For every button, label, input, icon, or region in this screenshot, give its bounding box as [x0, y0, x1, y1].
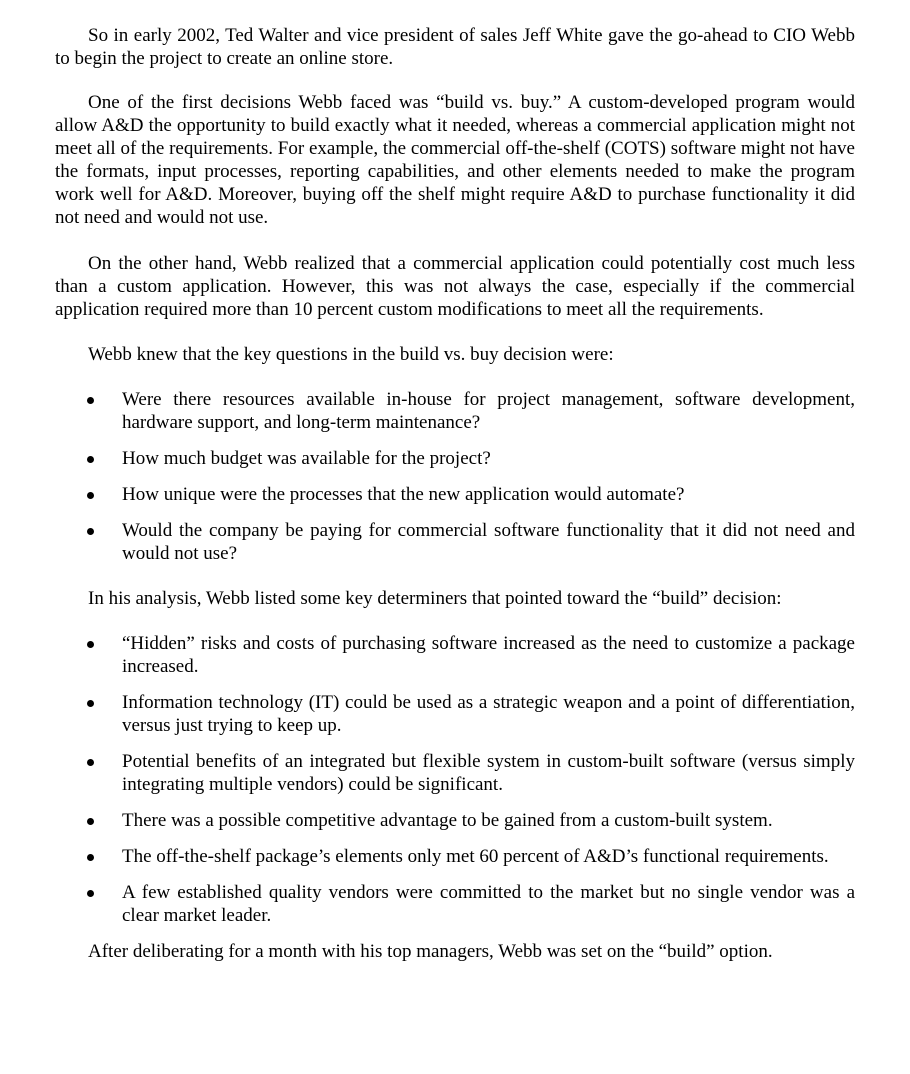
questions-list — [55, 388, 855, 565]
list-item — [55, 519, 855, 565]
list-item — [55, 881, 855, 927]
list-item-text: A few established quality vendors were committed to the market but no single vendor was a clear market leader. — [122, 882, 855, 926]
list-item-text: Information technology (IT) could be used as a strategic weapon and a point of differentiation, versus just trying to keep up. — [122, 692, 855, 736]
list-item — [55, 691, 855, 737]
list-item-text: How unique were the processes that the new application would automate? — [122, 484, 685, 505]
list-item-text: “Hidden” risks and costs of purchasing software increased as the need to customize a package increased. — [122, 633, 855, 677]
list-item-text: Would the company be paying for commercial software functionality that it did not need and would not use? — [122, 520, 855, 564]
bullet-icon — [87, 397, 94, 404]
bullet-icon — [87, 700, 94, 707]
list-item-text: The off-the-shelf package’s elements only met 60 percent of A&D’s functional requirements. — [122, 846, 829, 867]
list-item — [55, 750, 855, 796]
questions-intro: Webb knew that the key questions in the build vs. buy decision were: — [88, 344, 614, 365]
determiners-intro: In his analysis, Webb listed some key determiners that pointed toward the “build” decision: — [88, 588, 782, 609]
bullet-icon — [87, 528, 94, 535]
list-item — [55, 483, 855, 506]
list-item — [55, 845, 855, 868]
bullet-icon — [87, 818, 94, 825]
document-page — [55, 24, 855, 963]
bullet-icon — [87, 759, 94, 766]
paragraph-commercial-cost: On the other hand, Webb realized that a commercial application could potentially cost much less than a custom application. However, this was not always the case, especially if the commercial application required more than 10 percent custom modifications to meet all the requirements. — [55, 253, 855, 320]
bullet-icon — [87, 456, 94, 463]
determiners-list — [55, 632, 855, 927]
bullet-icon — [87, 641, 94, 648]
bullet-icon — [87, 854, 94, 861]
bullet-icon — [87, 492, 94, 499]
conclusion: After deliberating for a month with his top managers, Webb was set on the “build” option. — [88, 941, 773, 962]
list-item-text: There was a possible competitive advantage to be gained from a custom-built system. — [122, 810, 773, 831]
list-item-text: Were there resources available in-house for project management, software development, hardware support, and long-term maintenance? — [122, 389, 855, 433]
paragraph-project-approval: So in early 2002, Ted Walter and vice president of sales Jeff White gave the go-ahead to CIO Webb to begin the project to create an online store. — [55, 25, 855, 69]
paragraph-build-vs-buy: One of the first decisions Webb faced was “build vs. buy.” A custom-developed program would allow A&D the opportunity to build exactly what it needed, whereas a commercial application might not meet all of the requirements. For example, the commercial off-the-shelf (COTS) software might not have the formats, input processes, reporting capabilities, and other elements needed to make the program work well for A&D. Moreover, buying off the shelf might require A&D to purchase functionality it did not need and would not use. — [55, 92, 855, 228]
list-item — [55, 632, 855, 678]
list-item-text: Potential benefits of an integrated but flexible system in custom-built software (versus simply integrating multiple vendors) could be significant. — [122, 751, 855, 795]
list-item — [55, 447, 855, 470]
bullet-icon — [87, 890, 94, 897]
list-item — [55, 388, 855, 434]
list-item — [55, 809, 855, 832]
list-item-text: How much budget was available for the project? — [122, 448, 491, 469]
